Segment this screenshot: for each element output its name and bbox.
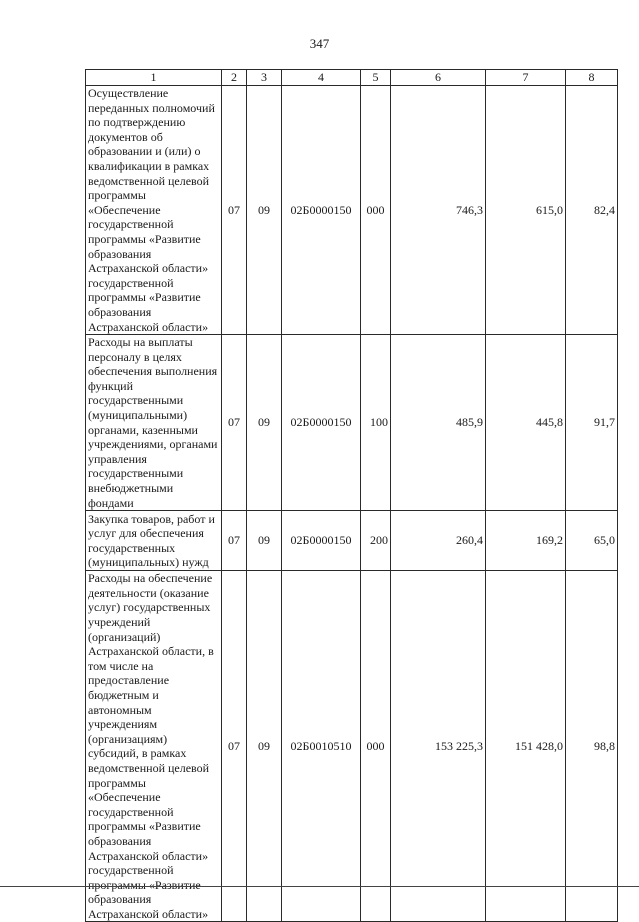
execution-percent: 82,4 [566, 86, 618, 335]
expense-description: Расходы на обеспечение деятельности (оказание услуг) государственных учреждений (организаций) Астраханской области, в том числе на предоставление бюджетным и автономным учреждениям (организациям) субсидий, в рамках ведомственной целевой программы «Обеспечение государственной программы «Развитие образования Астраханской области» государственной программы «Развитие образования Астраханской области» [86, 571, 222, 922]
executed-amount: 151 428,0 [486, 571, 566, 922]
target-article-code: 02Б0000150 [282, 86, 361, 335]
table-row [86, 571, 618, 922]
column-header-1: 1 [86, 70, 222, 86]
table-row [86, 511, 618, 571]
page-number: 347 [309, 36, 330, 51]
column-header-5: 5 [361, 70, 391, 86]
column-header-4: 4 [282, 70, 361, 86]
target-article-code: 02Б0000150 [282, 511, 361, 571]
executed-amount: 169,2 [486, 511, 566, 571]
subsection-code: 09 [247, 86, 282, 335]
section-code: 07 [222, 86, 247, 335]
table-row [86, 86, 618, 335]
table-row [86, 335, 618, 511]
expense-type-code: 000 [361, 86, 391, 335]
subsection-code: 09 [247, 511, 282, 571]
executed-amount: 615,0 [486, 86, 566, 335]
expense-description: Закупка товаров, работ и услуг для обеспечения государственных (муниципальных) нужд [86, 511, 222, 571]
section-code: 07 [222, 571, 247, 922]
target-article-code: 02Б0010510 [282, 571, 361, 922]
planned-amount: 746,3 [391, 86, 486, 335]
table-header-row [86, 70, 618, 86]
column-header-3: 3 [247, 70, 282, 86]
column-header-7: 7 [486, 70, 566, 86]
execution-percent: 98,8 [566, 571, 618, 922]
column-header-8: 8 [566, 70, 618, 86]
expense-description: Осуществление переданных полномочий по подтверждению документов об образовании и (или) о квалификации в рамках ведомственной целевой программы «Обеспечение государственной программы «Развитие образования Астраханской области» государственной программы «Развитие образования Астраханской области» [86, 86, 222, 335]
page-bottom-divider [0, 886, 639, 887]
planned-amount: 153 225,3 [391, 571, 486, 922]
expense-type-code: 200 [361, 511, 391, 571]
section-code: 07 [222, 511, 247, 571]
subsection-code: 09 [247, 335, 282, 511]
expense-type-code: 100 [361, 335, 391, 511]
executed-amount: 445,8 [486, 335, 566, 511]
budget-table [85, 69, 618, 922]
execution-percent: 65,0 [566, 511, 618, 571]
column-header-2: 2 [222, 70, 247, 86]
column-header-6: 6 [391, 70, 486, 86]
expense-description: Расходы на выплаты персоналу в целях обеспечения выполнения функций государственными (муниципальными) органами, казенными учреждениями, органами управления государственными внебюджетными фондами [86, 335, 222, 511]
subsection-code: 09 [247, 571, 282, 922]
execution-percent: 91,7 [566, 335, 618, 511]
section-code: 07 [222, 335, 247, 511]
planned-amount: 485,9 [391, 335, 486, 511]
target-article-code: 02Б0000150 [282, 335, 361, 511]
expense-type-code: 000 [361, 571, 391, 922]
planned-amount: 260,4 [391, 511, 486, 571]
